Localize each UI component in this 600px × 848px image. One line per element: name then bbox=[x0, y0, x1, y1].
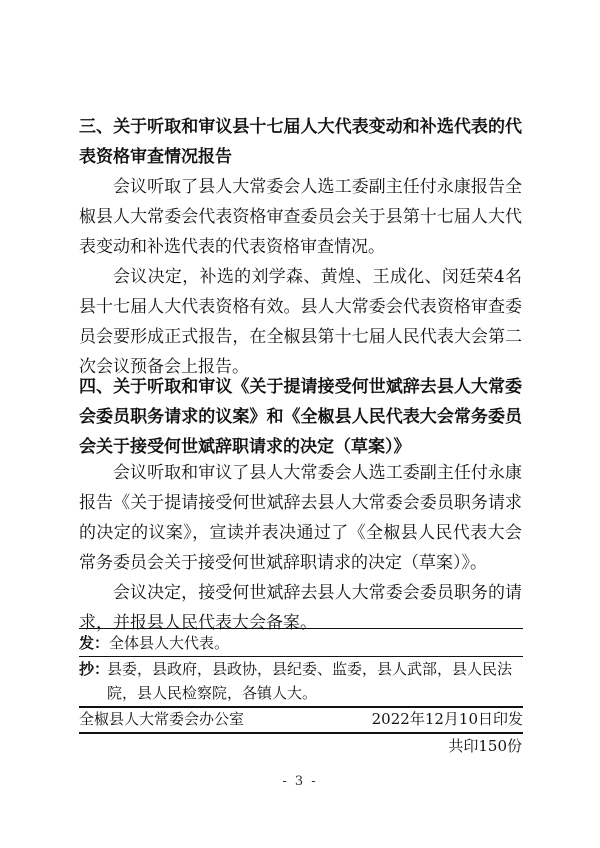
issuer: 全椒县人大常委会办公室 bbox=[79, 710, 245, 728]
send-to-line bbox=[79, 631, 523, 655]
section-3-heading: 三、关于听取和审议县十七届人大代表变动和补选代表的代表资格审查情况报告 bbox=[79, 117, 522, 167]
issue-date: 2022年12月10日印发 bbox=[371, 710, 523, 728]
copies-count: 共印150份 bbox=[448, 737, 522, 755]
section-4-heading: 四、关于听取和审议《关于提请接受何世斌辞去县人大常委会委员职务请求的议案》和《全椒县人民代表大会常务委员会关于接受何世斌辞职请求的决定（草案）》 bbox=[79, 377, 522, 457]
page-number: - 3 - bbox=[282, 774, 318, 789]
cc-recipients: 县委，县政府，县政协，县纪委、监委，县人武部，县人民法院，县人民检察院，各镇人大。 bbox=[107, 660, 513, 702]
send-recipients: 全体县人大代表。 bbox=[109, 634, 230, 652]
divider-top bbox=[79, 628, 523, 629]
section-3-paragraph-2: 会议决定，补选的刘学森、黄煌、王成化、闵廷荣4名县十七届人大代表资格有效。县人大常委会代表资格审查委员会要形成正式报告，在全椒县第十七届人民代表大会第二次会议预备会上报告。 bbox=[79, 267, 522, 377]
section-4-paragraph-1: 会议听取和审议了县人大常委会人选工委副主任付永康报告《关于提请接受何世斌辞去县人大常委会委员职务请求的决定的议案》，宣读并表决通过了《全椒县人民代表大会常务委员会关于接受何世斌辞职请求的决定（草案）》。 bbox=[79, 463, 522, 573]
cc-label: 抄： bbox=[79, 660, 110, 678]
footer-row bbox=[79, 707, 523, 731]
cc-line bbox=[79, 657, 523, 705]
send-label: 发： bbox=[79, 634, 110, 652]
section-3-paragraph-1: 会议听取了县人大常委会人选工委副主任付永康报告全椒县人大常委会代表资格审查委员会关于县第十七届人大代表变动和补选代表的代表资格审查情况。 bbox=[79, 177, 522, 257]
section-4-paragraph-2: 会议决定，接受何世斌辞去县人大常委会委员职务的请求，并报县人民代表大会备案。 bbox=[79, 583, 522, 633]
